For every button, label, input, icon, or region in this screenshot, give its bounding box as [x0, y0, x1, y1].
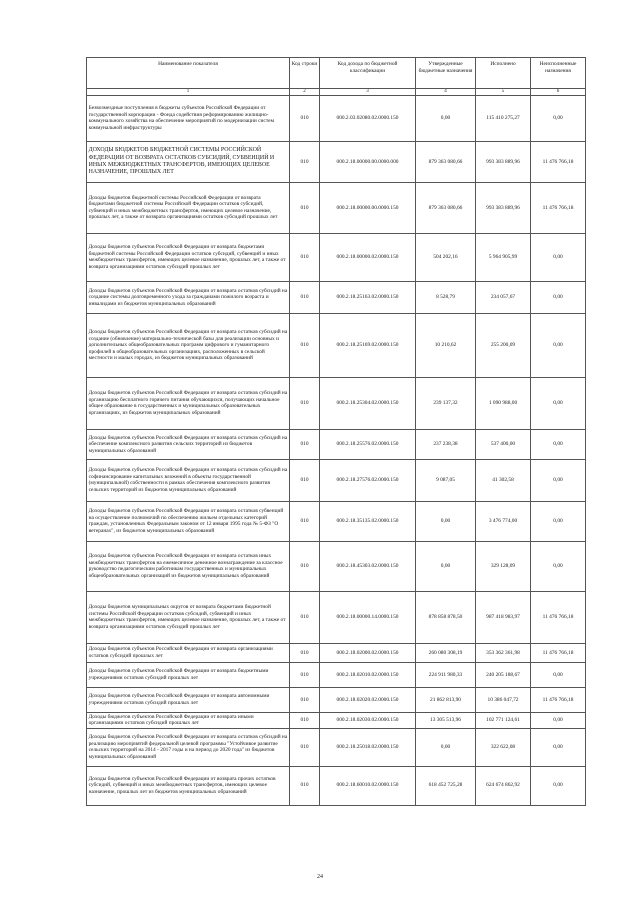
cell-name: Доходы бюджетов бюджетной системы Российской Федерации от возврата бюджетами бюджетной системы Российской Федерации остатков субсидий, субвенций и иных межбюджетных трансфертов, имеющих целевое назначение, прошлых лет, а также от возврата организациями остатков субсидий прошлых лет: [87, 182, 290, 233]
cell-unexecuted: 11 476 766,18: [531, 687, 586, 712]
cell-name: Доходы бюджетов субъектов Российской Федерации от возврата иными организациями остатков субсидий прошлых лет: [87, 712, 290, 728]
cell-code: 010: [290, 281, 320, 313]
cell-name: Доходы бюджетов субъектов Российской Федерации от возврата автономными учреждениями остатков субсидий прошлых лет: [87, 687, 290, 712]
cell-executed: 993 383 889,96: [476, 141, 531, 182]
cell-code: 010: [290, 541, 320, 591]
cell-name: Доходы бюджетов субъектов Российской Федерации от возврата остатков субсидий на создание системы долговременного ухода за гражданами пожилого возраста и инвалидами из бюджетов муниципальных образований: [87, 281, 290, 313]
table-row: [87, 313, 586, 377]
cell-unexecuted: 0,00: [531, 712, 586, 728]
column-number: 1: [87, 88, 290, 95]
cell-name: Доходы бюджетов субъектов Российской Федерации от возврата остатков субсидий на софинансирование капитальных вложений в объекты государственной (муниципальной) собственности в рамках обеспечения комплексного развития сельских территорий из бюджетов муниципальных образований: [87, 459, 290, 501]
cell-name: Доходы бюджетов субъектов Российской Федерации от возврата организациями остатков субсидий прошлых лет: [87, 643, 290, 662]
cell-kbk: 000.2.18.00000.02.0000.150: [320, 233, 416, 281]
cell-name: Доходы бюджетов муниципальных округов от возврата бюджетами бюджетной системы Российской Федерации остатков субсидий, субвенций и иных межбюджетных трансфертов, имеющих целевое назначение, прошлых лет, а также от возврата организациями остатков субсидий прошлых лет: [87, 591, 290, 643]
cell-code: 010: [290, 429, 320, 459]
cell-executed: 240 205 188,67: [476, 662, 531, 687]
cell-approved: 0,00: [416, 501, 476, 541]
cell-code: 010: [290, 728, 320, 766]
table-row: [87, 662, 586, 687]
cell-executed: 1 090 988,00: [476, 377, 531, 429]
cell-code: 010: [290, 459, 320, 501]
revenue-table: [86, 57, 586, 806]
table-row: [87, 687, 586, 712]
table-row: [87, 459, 586, 501]
cell-approved: 239 137,32: [416, 377, 476, 429]
cell-executed: 987 418 983,97: [476, 591, 531, 643]
cell-code: 010: [290, 766, 320, 805]
cell-kbk: 000.2.18.02020.02.0000.150: [320, 687, 416, 712]
cell-executed: 993 383 889,96: [476, 182, 531, 233]
cell-approved: 0,00: [416, 541, 476, 591]
cell-unexecuted: 0,00: [531, 766, 586, 805]
cell-unexecuted: 0,00: [531, 95, 586, 141]
cell-kbk: 000.2.18.45303.02.0000.150: [320, 541, 416, 591]
cell-approved: 8 528,79: [416, 281, 476, 313]
cell-approved: 878 858 878,50: [416, 591, 476, 643]
table-row: [87, 429, 586, 459]
cell-code: 010: [290, 95, 320, 141]
cell-name: Доходы бюджетов субъектов Российской Федерации от возврата остатков субсидий на обеспечение комплексного развития сельских территорий из бюджетов муниципальных образований: [87, 429, 290, 459]
cell-unexecuted: 0,00: [531, 662, 586, 687]
cell-code: 010: [290, 313, 320, 377]
cell-approved: 237 238,38: [416, 429, 476, 459]
cell-code: 010: [290, 662, 320, 687]
page-number: 24: [317, 874, 323, 880]
cell-approved: 224 911 980,33: [416, 662, 476, 687]
cell-approved: 879 363 080,66: [416, 141, 476, 182]
cell-code: 010: [290, 591, 320, 643]
table-header-row: [87, 58, 586, 89]
cell-approved: 13 305 513,96: [416, 712, 476, 728]
table-row: [87, 501, 586, 541]
cell-name: Доходы бюджетов субъектов Российской Федерации от возврата остатков субвенций на осуществление полномочий по обеспечению жильем отдельных категорий граждан, установленных Федеральным законом от 12 января 1995 года № 5-ФЗ "О ветеранах", из бюджетов муниципальных образований: [87, 501, 290, 541]
table-row: [87, 233, 586, 281]
column-number: 5: [476, 88, 531, 95]
cell-kbk: 000.2.18.27576.02.0000.150: [320, 459, 416, 501]
cell-unexecuted: 11 476 766,18: [531, 141, 586, 182]
table-row: [87, 766, 586, 805]
cell-approved: 0,00: [416, 728, 476, 766]
table-row: [87, 141, 586, 182]
cell-executed: 234 057,67: [476, 281, 531, 313]
cell-executed: 624 674 862,92: [476, 766, 531, 805]
cell-unexecuted: 11 476 766,18: [531, 591, 586, 643]
cell-executed: 329 128,09: [476, 541, 531, 591]
cell-unexecuted: 0,00: [531, 281, 586, 313]
cell-kbk: 000.2.18.35135.02.0000.150: [320, 501, 416, 541]
header-unexecuted: Неисполненные назначения: [531, 58, 586, 89]
cell-name: Доходы бюджетов субъектов Российской Федерации от возврата бюджетными учреждениями остатков субсидий прошлых лет: [87, 662, 290, 687]
cell-executed: 537 400,00: [476, 429, 531, 459]
cell-name: Доходы бюджетов субъектов Российской Федерации от возврата остатков субсидий на реализацию мероприятий федеральной целевой программы "Устойчивое развитие сельских территорий на 2014 - 2017 годы и на период до 2020 года" из бюджетов муниципальных образований: [87, 728, 290, 766]
cell-approved: 618 452 725,28: [416, 766, 476, 805]
header-approved: Утвержденные бюджетные назначения: [416, 58, 476, 89]
table-row: [87, 712, 586, 728]
cell-approved: 10 210,62: [416, 313, 476, 377]
cell-executed: 115 410 275,27: [476, 95, 531, 141]
cell-executed: 5 964 905,99: [476, 233, 531, 281]
column-number: 4: [416, 88, 476, 95]
cell-executed: 102 771 124,61: [476, 712, 531, 728]
table-row: [87, 591, 586, 643]
cell-code: 010: [290, 377, 320, 429]
cell-name: Доходы бюджетов субъектов Российской Федерации от возврата остатков иных межбюджетных трансфертов на ежемесячное денежное вознаграждение за классное руководство педагогическим работникам государственных и муниципальных общеобразовательных организаций из бюджетов муниципальных образований: [87, 541, 290, 591]
column-number: 3: [320, 88, 416, 95]
table-row: [87, 541, 586, 591]
cell-name: Доходы бюджетов субъектов Российской Федерации от возврата бюджетами бюджетной системы Российской Федерации остатков субсидий, субвенций и иных межбюджетных трансфертов, имеющих целевое назначение, прошлых лет, а также от возврата организациями остатков субсидий прошлых лет: [87, 233, 290, 281]
header-code: Код строки: [290, 58, 320, 89]
cell-code: 010: [290, 687, 320, 712]
cell-kbk: 000.2.18.25304.02.0000.150: [320, 377, 416, 429]
cell-unexecuted: 11 476 766,18: [531, 643, 586, 662]
cell-approved: 879 363 080,66: [416, 182, 476, 233]
cell-executed: 41 302,58: [476, 459, 531, 501]
cell-unexecuted: 11 476 766,18: [531, 182, 586, 233]
cell-unexecuted: 0,00: [531, 501, 586, 541]
cell-approved: 0,00: [416, 95, 476, 141]
cell-kbk: 000.2.18.25169.02.0000.150: [320, 313, 416, 377]
table-row: [87, 377, 586, 429]
cell-name: Безвозмездные поступления в бюджеты субъектов Российской Федерации от государственной корпорации - Фонда содействия реформированию жилищно-коммунального хозяйства на обеспечение мероприятий по модернизации систем коммунальной инфраструктуры: [87, 95, 290, 141]
cell-executed: 10 386 047,72: [476, 687, 531, 712]
cell-code: 010: [290, 233, 320, 281]
cell-unexecuted: 0,00: [531, 459, 586, 501]
cell-approved: 260 080 308,19: [416, 643, 476, 662]
cell-code: 010: [290, 712, 320, 728]
cell-executed: 353 362 361,98: [476, 643, 531, 662]
cell-unexecuted: 0,00: [531, 313, 586, 377]
cell-code: 010: [290, 501, 320, 541]
column-number: 6: [531, 88, 586, 95]
table-body: [87, 95, 586, 805]
table-row: [87, 643, 586, 662]
cell-kbk: 000.2.18.25163.02.0000.150: [320, 281, 416, 313]
header-kbk: Код дохода по бюджетной классификации: [320, 58, 416, 89]
cell-code: 010: [290, 643, 320, 662]
cell-unexecuted: 0,00: [531, 377, 586, 429]
cell-name: Доходы бюджетов субъектов Российской Федерации от возврата остатков субсидий на создание (обновление) материально-технической базы для реализации основных и дополнительных общеобразовательных программ цифрового и гуманитарного профилей в общеобразовательных организациях, расположенных в сельской местности и малых городах, из бюджетов муниципальных образований: [87, 313, 290, 377]
cell-kbk: 000.2.18.25576.02.0000.150: [320, 429, 416, 459]
column-number: 2: [290, 88, 320, 95]
cell-kbk: 000.2.18.02000.02.0000.150: [320, 643, 416, 662]
cell-executed: 322 622,08: [476, 728, 531, 766]
table-row: [87, 182, 586, 233]
header-executed: Исполнено: [476, 58, 531, 89]
table-row: [87, 95, 586, 141]
cell-unexecuted: 0,00: [531, 541, 586, 591]
cell-name: Доходы бюджетов субъектов Российской Федерации от возврата прочих остатков субсидий, субвенций и иных межбюджетных трансфертов, имеющих целевое назначение, прошлых лет из бюджетов муниципальных образований: [87, 766, 290, 805]
cell-kbk: 000.2.18.00000.14.0000.150: [320, 591, 416, 643]
cell-kbk: 000.2.03.02080.02.0000.150: [320, 95, 416, 141]
cell-unexecuted: 0,00: [531, 429, 586, 459]
table-row: [87, 728, 586, 766]
cell-approved: 504 202,16: [416, 233, 476, 281]
cell-name: Доходы бюджетов субъектов Российской Федерации от возврата остатков субсидий на организацию бесплатного горячего питания обучающихся, получающих начальное общее образование в государственных и муниципальных образовательных организациях, из бюджетов муниципальных образований: [87, 377, 290, 429]
cell-name: ДОХОДЫ БЮДЖЕТОВ БЮДЖЕТНОЙ СИСТЕМЫ РОССИЙСКОЙ ФЕДЕРАЦИИ ОТ ВОЗВРАТА ОСТАТКОВ СУБСИДИЙ, СУБВЕНЦИЙ И ИНЫХ МЕЖБЮДЖЕТНЫХ ТРАНСФЕРТОВ, ИМЕЮЩИХ ЦЕЛЕВОЕ НАЗНАЧЕНИЕ, ПРОШЛЫХ ЛЕТ: [87, 141, 290, 182]
cell-kbk: 000.2.18.00000.00.0000.000: [320, 141, 416, 182]
cell-code: 010: [290, 182, 320, 233]
table-row: [87, 281, 586, 313]
cell-executed: 3 476 774,00: [476, 501, 531, 541]
cell-kbk: 000.2.18.00000.00.0000.150: [320, 182, 416, 233]
cell-kbk: 000.2.18.02030.02.0000.150: [320, 712, 416, 728]
cell-approved: 9 087,05: [416, 459, 476, 501]
cell-code: 010: [290, 141, 320, 182]
cell-approved: 21 862 813,90: [416, 687, 476, 712]
cell-unexecuted: 0,00: [531, 728, 586, 766]
cell-kbk: 000.2.18.02010.02.0000.150: [320, 662, 416, 687]
cell-executed: 255 200,09: [476, 313, 531, 377]
cell-kbk: 000.2.18.25018.02.0000.150: [320, 728, 416, 766]
cell-unexecuted: 0,00: [531, 233, 586, 281]
cell-kbk: 000.2.18.60010.02.0000.150: [320, 766, 416, 805]
column-number-row: [87, 88, 586, 95]
header-name: Наименование показателя: [87, 58, 290, 89]
